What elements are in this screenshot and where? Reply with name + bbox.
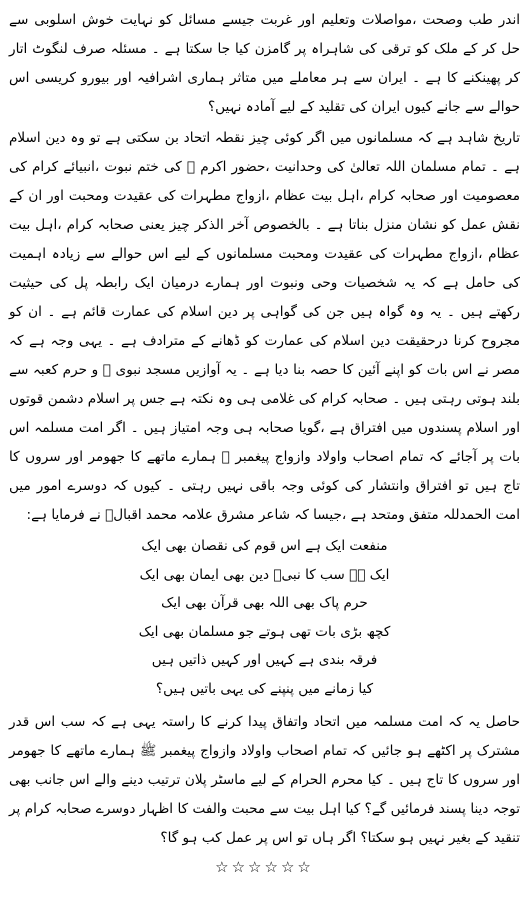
poem-line-2: ایک ہے سب کا نبیؐ دین بھی ایمان بھی ایک (139, 566, 390, 583)
article-paragraph-2: تاریخ شاہد ہے کہ مسلمانوں میں اگر کوئی چیز نقطہ اتحاد بن سکتی ہے تو وہ دین اسلام ہے ۔ تمام مسلمان اللہ تعالیٰ کی وحدانیت ،حضور اکرم ﷺ کی ختم نبوت ،انبیائے کرام کی معصومیت اور صحابہ کرام ،اہل بیت عظام ،ازواج مطہرات کی عقیدت ومحبت اور ان کے نقش عمل کو نشان منزل بناتا ہے ۔ بالخصوص آخر الذکر چیز یعنی صحابہ کرام ،اہل بیت عظام ،ازواج مطہرات کی عقیدت ومحبت مسلمانوں کے لیے اس حوالے سے زیادہ اہمیت کی حامل ہے کہ یہ شخصیات وحی ونبوت اور ہمارے درمیان ایک رابطہ پل کی حیثیت رکھتے ہیں ۔ یہ وہ گواہ ہیں جن کی گواہی پر دین اسلام کی عمارت قائم ہے ۔ ان کو مجروح کرنا درحقیقت دین اسلام کی عمارت کو ڈھانے کے مترادف ہے ۔ یہی وجہ ہے کہ مصر نے اس بات کو اپنے آئین کا حصہ بنا دیا ہے ۔ یہ آوازیں مسجد نبوی ﷺ و حرم کعبہ سے بلند ہوتی رہتی ہیں ۔ صحابہ کرام کی غلامی ہی وہ نکتہ ہے جس پر اسلام دشمن قوتوں اور اسلام پسندوں میں افتراق ہے ،گویا صحابہ ہی وجہ امتیاز ہیں ۔ اگر امت مسلمہ اس بات پر آجائے کہ تمام اصحاب واولاد وازواج پیغمبر ﷺ ہمارے ماتھے کا جھومر اور سروں کا تاج ہیں تو افتراق وانتشار کی کوئی وجہ باقی نہیں رہتی ۔ کیوں کہ دوسرے امور میں امت الحمدللہ متفق ومتحد ہے ،جیسا کہ شاعر مشرق علامہ محمد اقبالؒ نے فرمایا ہے: (9, 130, 520, 523)
poem-line-4: کچھ بڑی بات تھی ہوتے جو مسلمان بھی ایک (138, 623, 391, 640)
poem-line-3: حرم پاک بھی اللہ بھی قرآن بھی ایک (161, 595, 368, 612)
poem-line-1: منفعت ایک ہے اس قوم کی نقصان بھی ایک (141, 538, 388, 554)
iqbal-poem (9, 532, 520, 704)
closing-paragraph: حاصل یہ کہ امت مسلمہ میں اتحاد واتفاق پیدا کرنے کا راستہ یہی ہے کہ سب اس قدر مشترک پر اکٹھے ہو جائیں کہ تمام اصحاب واولاد وازواج پیغمبر ﷺ ہمارے ماتھے کا جھومر اور سروں کا تاج ہیں ۔ کیا محرم الحرام کے لیے ماسٹر پلان ترتیب دینے والے اس جانب بھی توجہ دینا پسند فرمائیں گے؟ کیا اہل بیت سے محبت والفت کا اظہار دوسرے صحابہ کرام پر تنقید کے بغیر نہیں ہو سکتا؟ اگر ہاں تو اس پر عمل کب ہو گا؟ (9, 713, 520, 846)
star-divider: ☆☆☆☆☆☆ (215, 857, 314, 876)
article-paragraph-1: اندر طب وصحت ،مواصلات وتعلیم اور غربت جیسے مسائل کو نہایت خوش اسلوبی سے حل کر کے ملک کو ترقی کی شاہراہ پر گامزن کیا جا سکتا ہے ۔ مسئلہ صرف لنگوٹ اتار کر پھینکنے کا ہے ۔ ایران سے ہر معاملے میں متاثر ہماری اشرافیہ اور بیورو کریسی اس حوالے سے جانے کیوں ایران کی تقلید کے لیے آمادہ نہیں؟ (9, 12, 520, 115)
poem-line-5: فرقہ بندی ہے کہیں اور کہیں ذاتیں ہیں (151, 652, 378, 669)
poem-line-6: کیا زمانے میں پنپنے کی یہی باتیں ہیں؟ (155, 680, 374, 697)
